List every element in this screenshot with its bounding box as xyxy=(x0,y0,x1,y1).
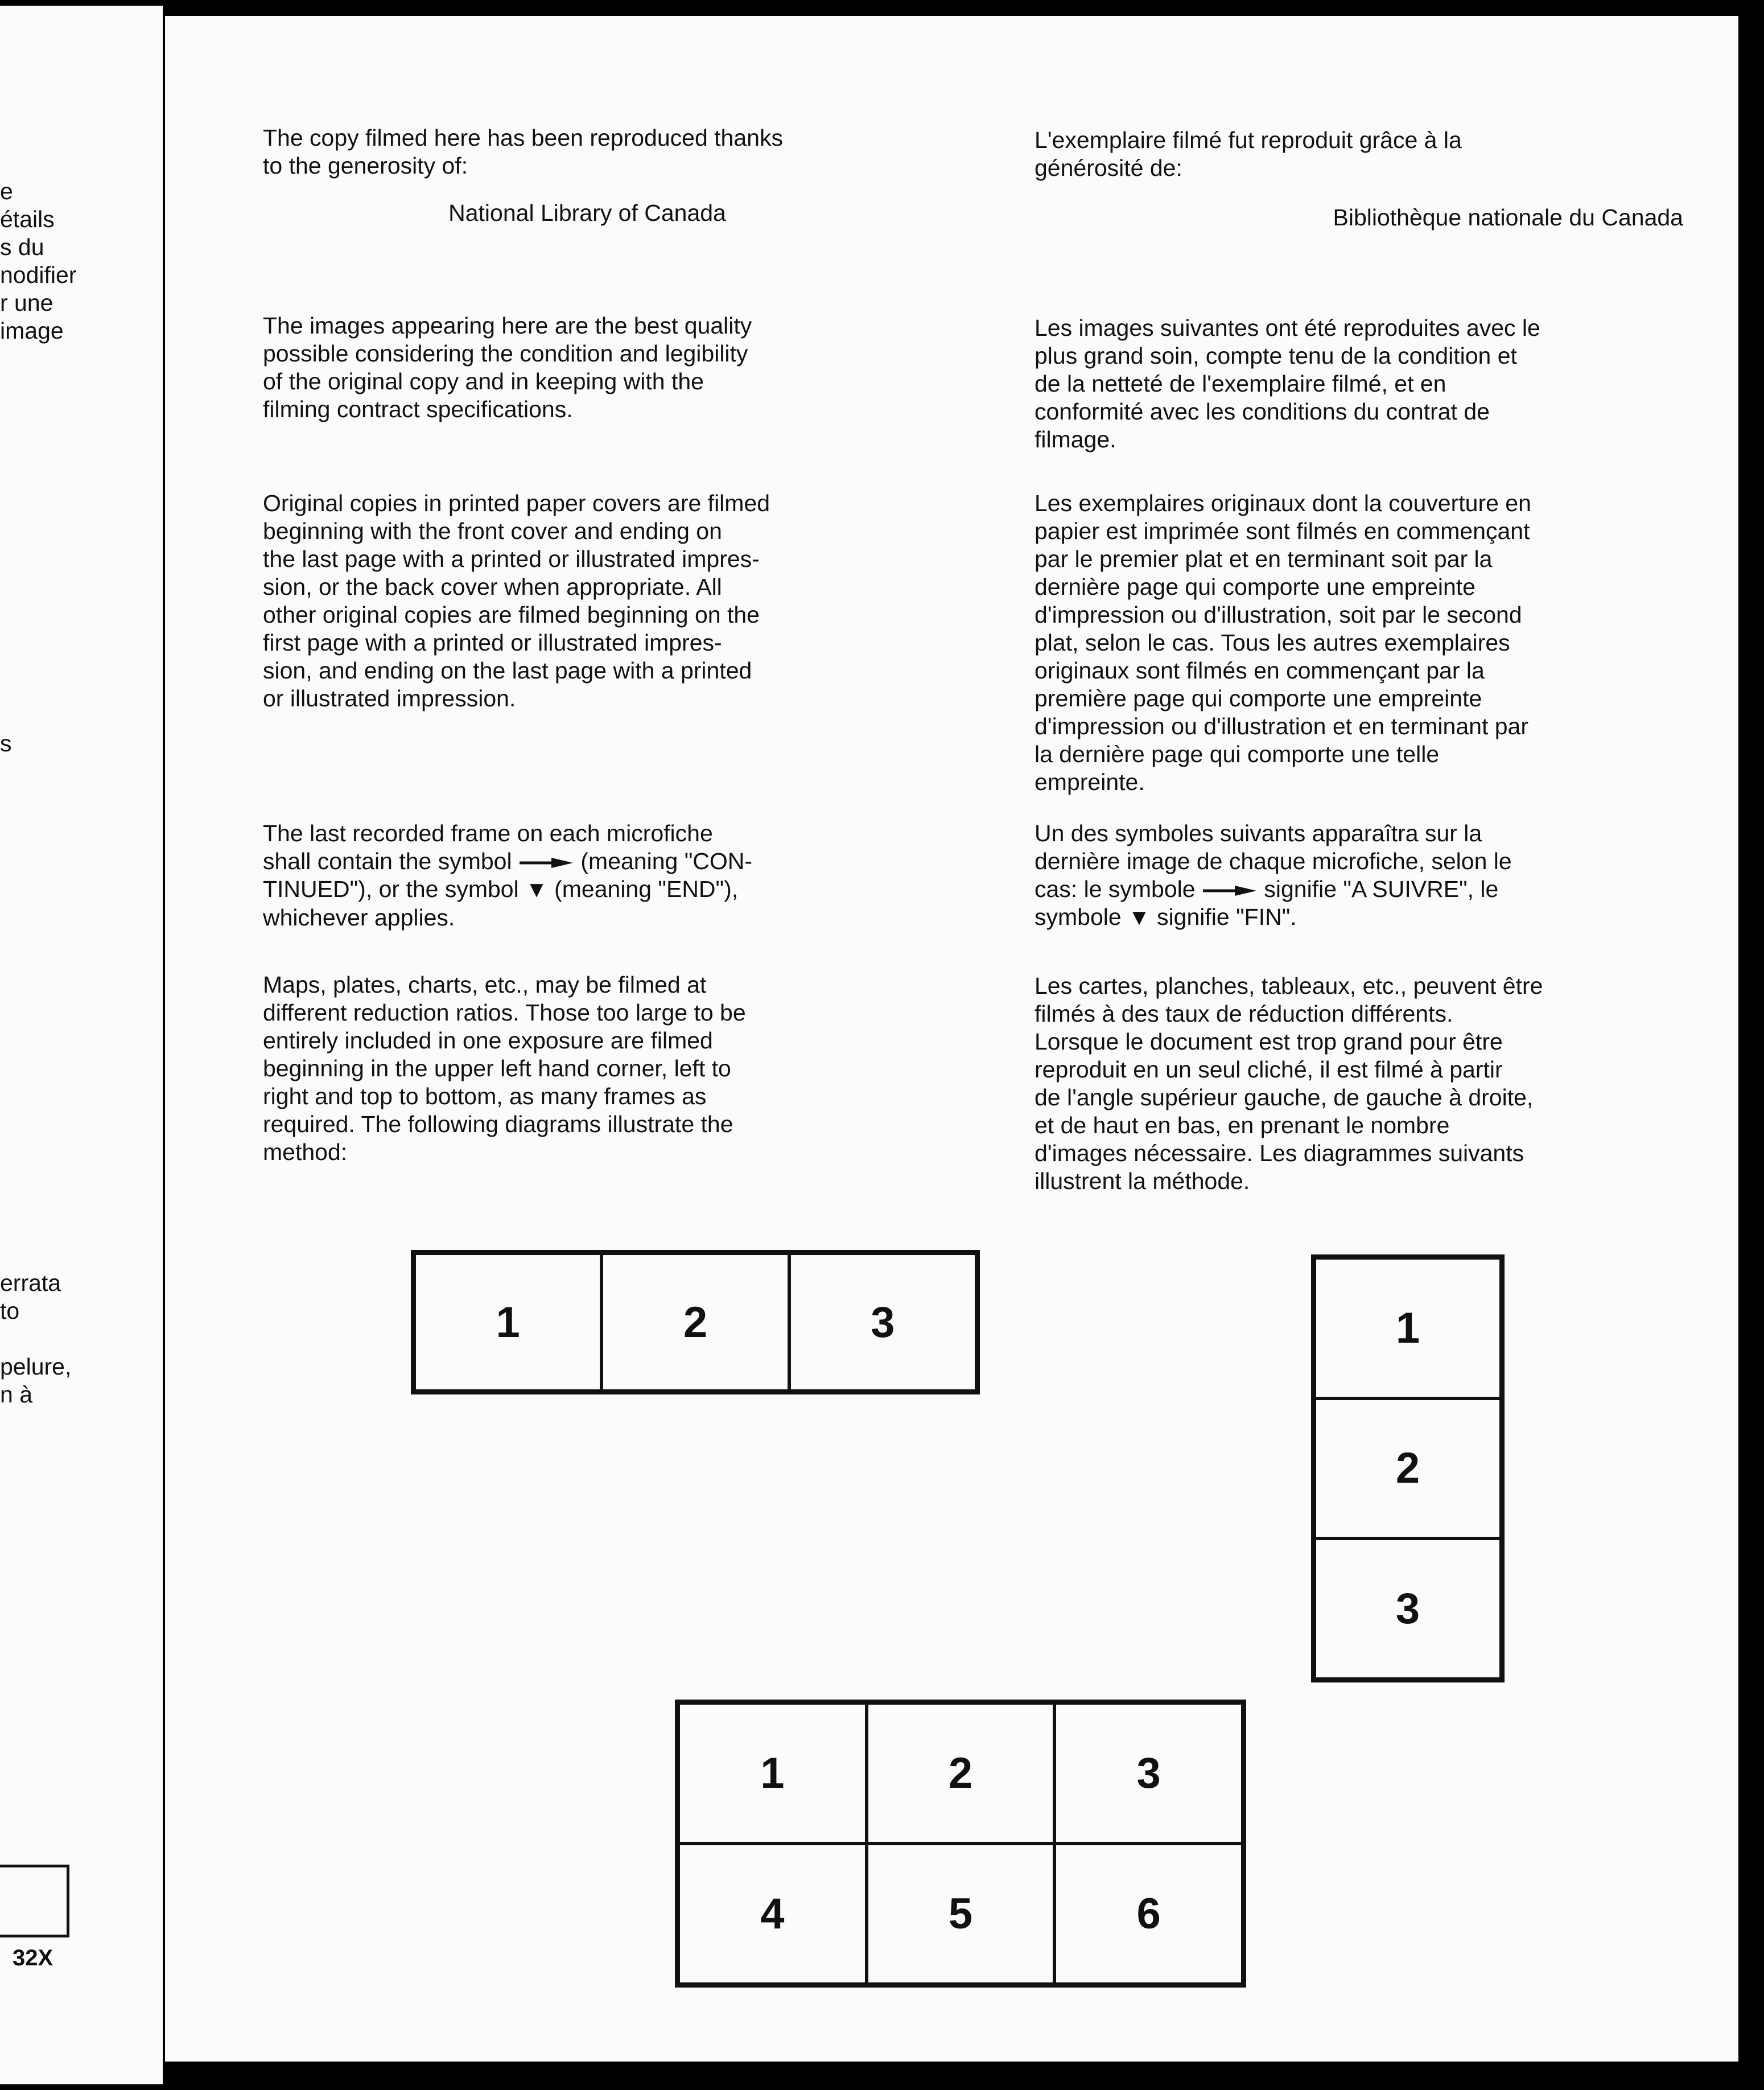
diagram-cell: 4 xyxy=(678,1844,867,1984)
french-maps-paragraph: Les cartes, planches, tableaux, etc., peuvent être filmés à des taux de réduction différents. Lorsque le document est trop grand pour être reproduit en un seul cliché, il est filmé à partir de l'angle supérieur gauche, de gauche à droite, et de haut en bas, en prenant le nombre d'images nécessaire. Les diagrammes suivants illustrent la méthode. xyxy=(1035,973,1543,1194)
reduction-ratio-label: 32X xyxy=(13,1945,53,1970)
diagram-cell: 5 xyxy=(867,1844,1055,1984)
diagram-cell: 3 xyxy=(1314,1538,1501,1679)
french-quality-paragraph: Les images suivantes ont été reproduites avec le plus grand soin, compte tenu de la condition et de la netteté de l'exemplaire filmé, et en conformité avec les conditions du contrat de filmage. xyxy=(1035,315,1540,452)
diagram-column-of-three xyxy=(1311,1254,1505,1682)
fragment-text-top: e étails s du nodifier r une image xyxy=(0,178,77,344)
diagram-cell: 6 xyxy=(1054,1844,1243,1984)
diagram-cell: 3 xyxy=(789,1253,976,1391)
main-page xyxy=(165,16,1738,2062)
french-covers-paragraph: Les exemplaires originaux dont la couverture en papier est imprimée sont filmés en commençant par le premier plat et en terminant soit par la dernière page qui comporte une empreinte d'impression ou d'illustration, soit par le second plat, selon le cas. Tous les autres exemplaires originaux sont filmés en commençant par la première page qui comporte une empreinte d'impression ou d'illustration et en terminant par la dernière page qui comporte une telle empreinte. xyxy=(1035,490,1531,795)
diagram-cell: 2 xyxy=(867,1703,1055,1844)
fragment-text-lower: errata to pelure, n à xyxy=(0,1270,72,1408)
english-library-name: National Library of Canada xyxy=(448,200,726,226)
diagram-grid-of-six xyxy=(675,1700,1246,1988)
diagram-cell: 1 xyxy=(414,1253,601,1391)
arrow-icon xyxy=(1202,885,1258,896)
end-triangle-icon: ▼ xyxy=(525,877,548,902)
french-intro: L'exemplaire filmé fut reproduit grâce à la générosité de: xyxy=(1035,127,1462,181)
french-symbols-paragraph: Un des symboles suivants apparaîtra sur la dernière image de chaque microfiche, selon le cas: le symbole signifie "A SUIVRE", le symbole ▼ signifie "FIN". xyxy=(1035,820,1683,932)
diagram-cell: 2 xyxy=(601,1253,789,1391)
english-intro: The copy filmed here has been reproduced thanks to the generosity of: xyxy=(263,125,783,179)
diagram-cell: 1 xyxy=(1314,1258,1501,1398)
diagram-cell: 2 xyxy=(1314,1398,1501,1539)
adjacent-page-fragment xyxy=(0,6,163,2084)
english-maps-paragraph: Maps, plates, charts, etc., may be filmed at different reduction ratios. Those too large to be entirely included in one exposure are filmed beginning in the upper left hand corner, left to right and top to bottom, as many frames as required. The following diagrams illustrate the method: xyxy=(263,972,746,1165)
english-symbols-paragraph: The last recorded frame on each microfiche shall contain the symbol (meaning "CON- TINUED"), or the symbol ▼ (meaning "END"), whichever applies. xyxy=(263,820,753,931)
fragment-text-mid: s xyxy=(0,730,12,756)
english-quality-paragraph: The images appearing here are the best quality possible considering the condition and legibility of the original copy and in keeping with the filming contract specifications. xyxy=(263,312,752,422)
french-library-name: Bibliothèque nationale du Canada xyxy=(1333,204,1683,231)
english-covers-paragraph: Original copies in printed paper covers are filmed beginning with the front cover and ending on the last page with a printed or illustrated impres- sion, or the back cover when appropriate. All other original copies are filmed beginning on the first page with a printed or illustrated impres- sion, and ending on the last page with a printed or illustrated impression. xyxy=(263,490,770,711)
diagram-row-of-three xyxy=(411,1250,980,1394)
end-triangle-icon: ▼ xyxy=(1128,905,1151,930)
reduction-ratio-box xyxy=(0,1865,69,1937)
diagram-cell: 3 xyxy=(1054,1703,1243,1844)
arrow-icon xyxy=(518,857,574,869)
diagram-cell: 1 xyxy=(678,1703,867,1844)
